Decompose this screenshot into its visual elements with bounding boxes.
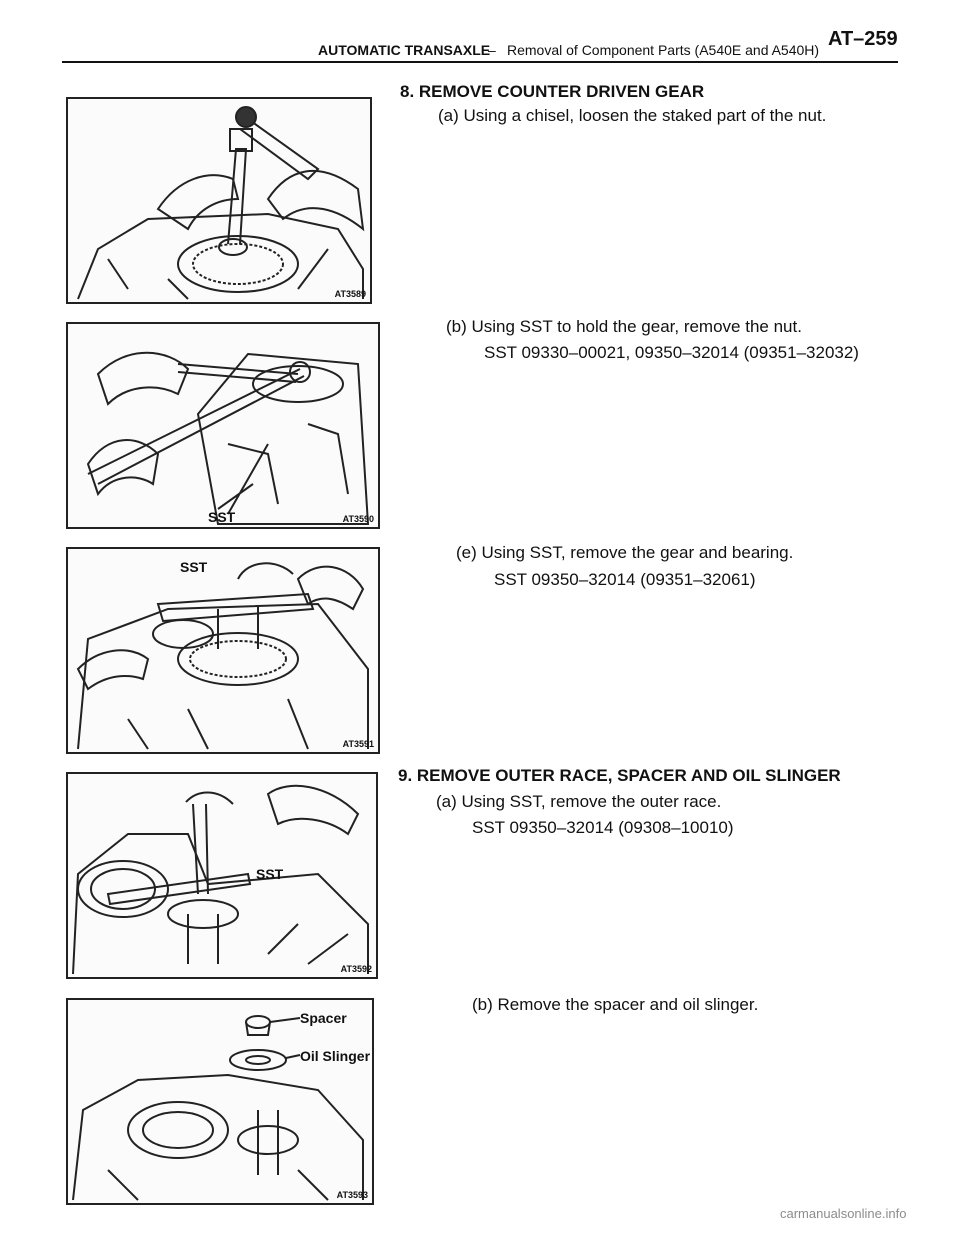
- step-8e-sst: SST 09350–32014 (09351–32061): [494, 570, 756, 589]
- oil-slinger-callout-label: Oil Slinger: [300, 1048, 371, 1064]
- figure-code: AT3591: [342, 739, 374, 749]
- figure-chisel-nut: [66, 97, 372, 304]
- figure-sst-outer-race: [66, 772, 378, 979]
- step-8a-text: (a) Using a chisel, loosen the staked part of the nut.: [438, 106, 827, 125]
- section-title: AUTOMATIC TRANSAXLE: [318, 42, 491, 58]
- spacer-callout-label: Spacer: [300, 1010, 347, 1026]
- spacer-slinger-illustration: [68, 1000, 372, 1203]
- figure-sst-remove-gear: [66, 547, 380, 754]
- step-9a-sst: SST 09350–32014 (09308–10010): [472, 818, 734, 837]
- header-rule: [62, 61, 898, 63]
- step-9b-text: (b) Remove the spacer and oil slinger.: [472, 995, 759, 1014]
- page-number: AT–259: [828, 28, 898, 50]
- step-8b-sst: SST 09330–00021, 09350–32014 (09351–32032): [484, 343, 859, 362]
- sst-callout-label: SST: [208, 509, 236, 525]
- step-8b-text: (b) Using SST to hold the gear, remove the nut.: [446, 317, 802, 336]
- figure-spacer-slinger: [66, 998, 374, 1205]
- figure-code: AT3592: [340, 964, 372, 974]
- chisel-illustration: [68, 99, 370, 302]
- figure-code: AT3589: [334, 289, 366, 299]
- header-separator: –: [488, 42, 496, 58]
- step-9-heading: 9. REMOVE OUTER RACE, SPACER AND OIL SLINGER: [398, 766, 841, 785]
- figure-code: AT3593: [336, 1190, 368, 1200]
- step-8-heading: 8. REMOVE COUNTER DRIVEN GEAR: [400, 82, 705, 101]
- figure-sst-hold-gear: [66, 322, 380, 529]
- figure-code: AT3590: [342, 514, 374, 524]
- sst-callout-label: SST: [256, 866, 284, 882]
- step-8e-text: (e) Using SST, remove the gear and bearing.: [456, 543, 794, 562]
- sst-remove-gear-illustration: [68, 549, 378, 752]
- sst-outer-race-illustration: [68, 774, 376, 977]
- section-subtitle: Removal of Component Parts (A540E and A540H): [507, 42, 820, 58]
- step-9a-text: (a) Using SST, remove the outer race.: [436, 792, 722, 811]
- watermark: carmanualsonline.info: [780, 1206, 907, 1221]
- sst-callout-label: SST: [180, 559, 208, 575]
- sst-hold-illustration: [68, 324, 378, 527]
